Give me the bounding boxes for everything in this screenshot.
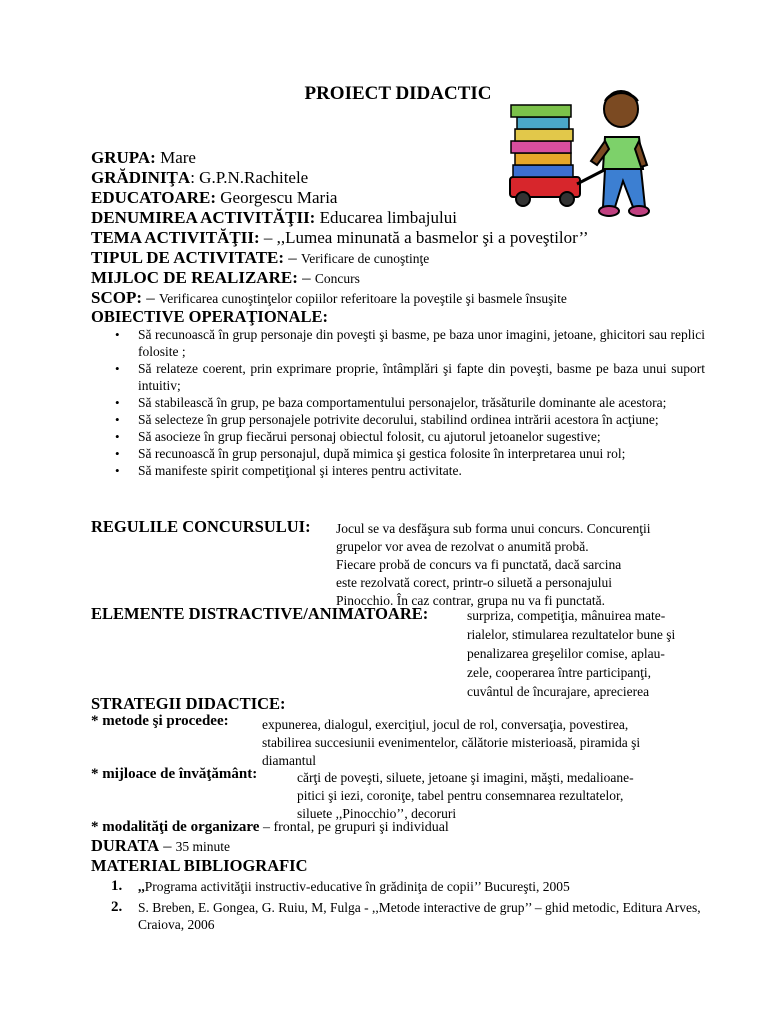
list-item: • Să manifeste spirit competiţional şi interes pentru activitate. (115, 462, 705, 479)
field-educatoare: EDUCATOARE: Georgescu Maria (91, 188, 338, 207)
rules-heading: REGULILE CONCURSULUI: (91, 517, 311, 536)
means-line: siluete ,,Pinocchio’’, decoruri (297, 806, 457, 821)
duration-line: DURATA – 35 minute (91, 836, 231, 855)
methods-line: expunerea, dialogul, exerciţiul, jocul de rol, conversaţia, povestirea, (262, 717, 629, 732)
elements-line: rialelor, stimularea rezultatelor bune şi (467, 627, 676, 642)
rules-line: grupelor vor avea de rezolvat o anumită probă. (336, 539, 589, 554)
bibliography-item: 1. ,,Programa activităţii instructiv-educative în grădiniţa de copii’’ Bucureşti, 2005 (111, 878, 570, 894)
list-item: • Să stabilească în grup, pe baza comportamentului personajelor, trăsăturile dominante ale acestora; (115, 394, 705, 411)
field-gradinita: GRĂDINIŢA: G.P.N.Rachitele (91, 168, 309, 187)
field-mijloc-de-realizare: MIJLOC DE REALIZARE: – Concurs (91, 268, 360, 287)
methods-line: diamantul (262, 753, 316, 768)
elements-line: zele, cooperarea între participanţi, (467, 665, 652, 680)
field-denumirea-activitatii: DENUMIREA ACTIVITĂŢII: Educarea limbajului (91, 208, 457, 227)
elements-heading: ELEMENTE DISTRACTIVE/ANIMATOARE: (91, 604, 429, 623)
means-line: cărţi de poveşti, siluete, jetoane şi imagini, măşti, medalioane- (297, 770, 634, 785)
methods-line: stabilirea succesiunii evenimentelor, călătorie misterioasă, piramida şi (262, 735, 641, 750)
boy-with-books-clipart (505, 89, 665, 224)
elements-line: cuvântul de încurajare, aprecierea (467, 684, 650, 699)
elements-line: surpriza, competiţia, mânuirea mate- (467, 608, 666, 623)
elements-line: penalizarea greşelilor comise, aplau- (467, 646, 665, 661)
list-item: • Să selecteze în grup personajele potrivite decorului, stabilind ordinea intrării acestora în acţiune; (115, 411, 705, 428)
bibliography-heading: MATERIAL BIBLIOGRAFIC (91, 856, 308, 875)
organization-line: * modalităţi de organizare – frontal, pe grupuri şi individual (91, 819, 449, 835)
field-tipul-de-activitate: TIPUL DE ACTIVITATE: – Verificare de cunoştinţe (91, 248, 430, 267)
rules-line: este rezolvată corect, printr-o siluetă a personajului (336, 575, 612, 590)
rules-line: Pinocchio. În caz contrar, grupa nu va fi punctată. (336, 593, 605, 608)
list-item: • Să recunoască în grup personajul, după mimica şi gestica folosite în interpretarea unui rol; (115, 445, 705, 462)
field-grupa: GRUPA: Mare (91, 148, 196, 167)
bibliography-item: 2. S. Breben, E. Gongea, G. Ruiu, M, Fulga - ,,Metode interactive de grup’’ – ghid metodic, Editura Arves, Craiova, 2006 (111, 899, 701, 932)
list-item: • Să recunoască în grup personaje din poveşti şi basme, pe baza unor imagini, jetoane, ghicitori sau replici folosite ; (115, 326, 705, 360)
means-label: * mijloace de învăţământ: (91, 766, 258, 782)
strategies-heading: STRATEGII DIDACTICE: (91, 694, 286, 713)
field-scop: SCOP: – Verificarea cunoştinţelor copiilor referitoare la poveştile şi basmele însuşite (91, 288, 567, 307)
boy-figure (591, 91, 649, 216)
means-line: pitici şi iezi, coroniţe, tabel pentru consemnarea rezultatelor, (297, 788, 624, 803)
objectives-list (115, 326, 705, 479)
field-tema-activitatii: TEMA ACTIVITĂŢII: – ,,Lumea minunată a basmelor şi a poveştilor’’ (91, 228, 589, 247)
methods-label: * metode şi procedee: (91, 713, 229, 729)
rules-line: Jocul se va desfăşura sub forma unui concurs. Concurenţii (336, 521, 651, 536)
stack-of-books (511, 105, 573, 177)
list-item: • Să asocieze în grup fiecărui personaj obiectul folosit, cu ajutorul jetoanelor sugestive; (115, 428, 705, 445)
document-title: PROIECT DIDACTIC (304, 83, 492, 104)
list-item: • Să relateze coerent, prin exprimare proprie, întâmplări şi fapte din poveşti, basme pe baza unui suport intuitiv; (115, 360, 705, 394)
rules-line: Fiecare probă de concurs va fi punctată, dacă sarcina (336, 557, 622, 572)
objectives-heading: OBIECTIVE OPERAŢIONALE: (91, 307, 329, 326)
